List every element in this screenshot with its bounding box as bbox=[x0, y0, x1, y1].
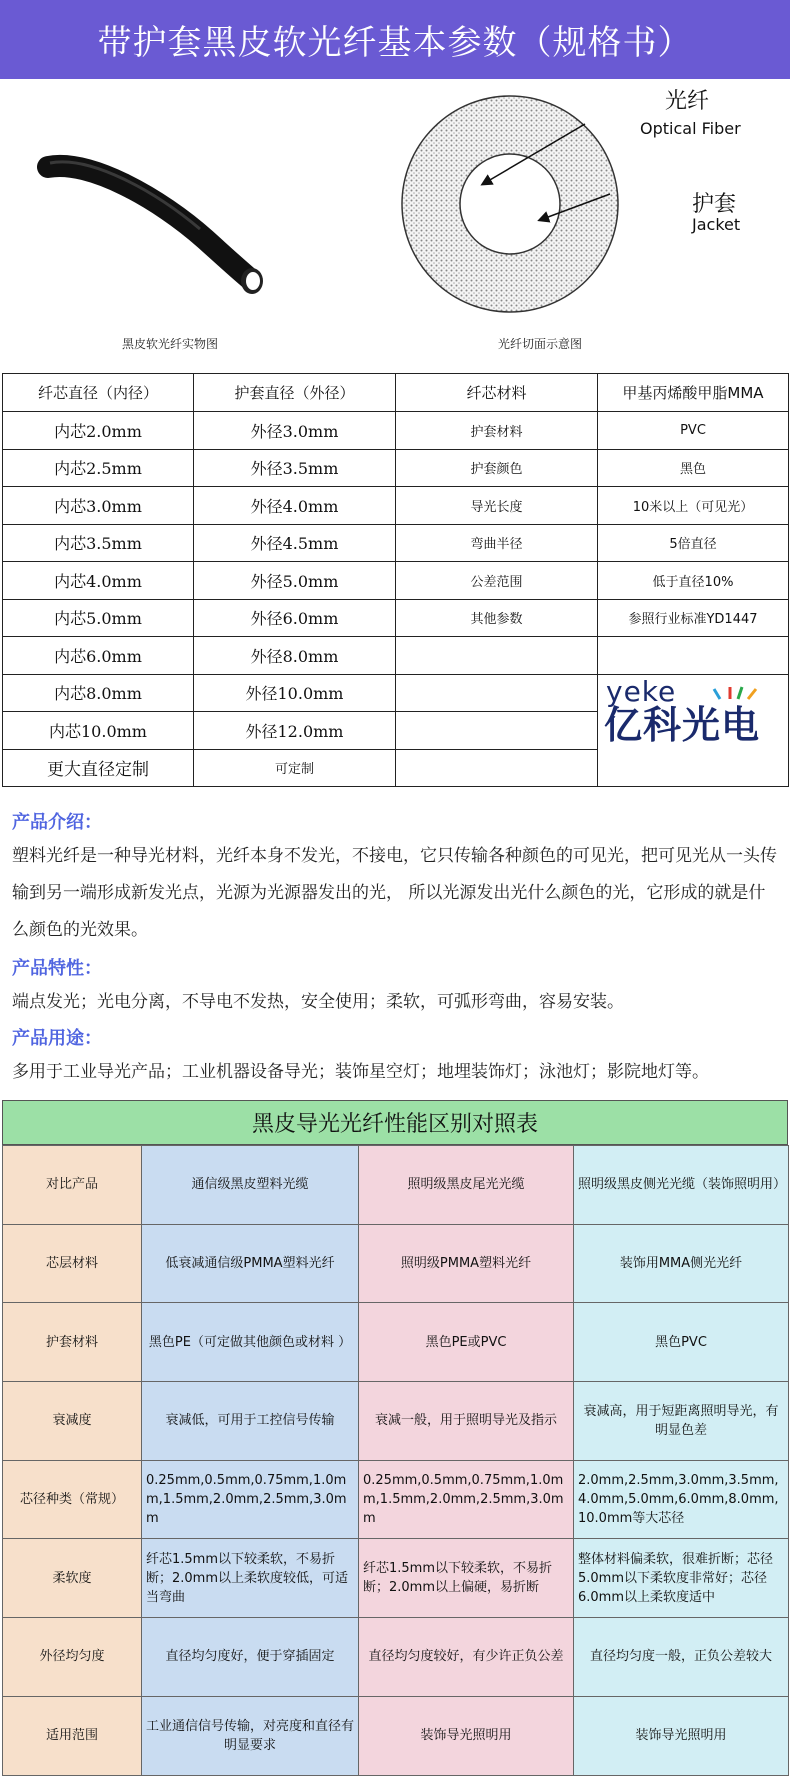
spec-row bbox=[3, 412, 789, 450]
comparison-cell: 装饰导光照明用 bbox=[574, 1696, 789, 1775]
spec-cell: 内芯4.0mm bbox=[3, 562, 194, 600]
page-title: 带护套黑皮软光纤基本参数（规格书） bbox=[0, 0, 790, 79]
spec-cell: 外径4.0mm bbox=[194, 487, 396, 525]
comparison-cell: 整体材料偏柔软，很难折断；芯径5.0mm以下柔软度非常好；芯径6.0mm以上柔软度适中 bbox=[574, 1539, 789, 1618]
comparison-row bbox=[3, 1539, 789, 1618]
spec-cell: 低于直径10% bbox=[598, 562, 789, 600]
spec-cell bbox=[396, 749, 598, 787]
label-fiber-cn: 光纤 bbox=[665, 89, 710, 114]
logo-cn: 亿科光电 bbox=[604, 702, 761, 747]
comparison-cell: 黑色PE或PVC bbox=[359, 1303, 574, 1382]
spec-cell bbox=[396, 712, 598, 750]
comparison-label-cell: 护套材料 bbox=[3, 1303, 142, 1382]
intro-title: 产品介绍： bbox=[12, 812, 102, 833]
spec-row bbox=[3, 524, 789, 562]
comparison-label-cell: 衰减度 bbox=[3, 1382, 142, 1461]
spec-header-cell: 纤芯直径（内径） bbox=[3, 374, 194, 412]
comparison-cell: 衰减低，可用于工控信号传输 bbox=[142, 1382, 359, 1461]
comparison-row bbox=[3, 1146, 789, 1225]
comparison-cell: 0.25mm,0.5mm,0.75mm,1.0mm,1.5mm,2.0mm,2.5mm,3.0mm bbox=[359, 1460, 574, 1539]
spec-cell: 外径3.0mm bbox=[194, 412, 396, 450]
features-text: 端点发光；光电分离，不导电不发热，安全使用；柔软，可弧形弯曲，容易安装。 bbox=[12, 992, 624, 1012]
spec-cell: 5倍直径 bbox=[598, 524, 789, 562]
spec-cell: 内芯2.5mm bbox=[3, 449, 194, 487]
comparison-cell: 衰减一般，用于照明导光及指示 bbox=[359, 1382, 574, 1461]
intro-text: 塑料光纤是一种导光材料，光纤本身不发光，不接电，它只传输各种颜色的可见光，把可见光从一头传输到另一端形成新发光点，光源为光源器发出的光， 所以光源发出光什么颜色的光，它形成的就是什么颜色的光效果。 bbox=[12, 846, 777, 940]
comparison-cell: 0.25mm,0.5mm,0.75mm,1.0mm,1.5mm,2.0mm,2.5mm,3.0mm bbox=[142, 1460, 359, 1539]
photo-caption: 黑皮软光纤实物图 bbox=[121, 337, 218, 351]
spec-cell: 内芯6.0mm bbox=[3, 637, 194, 675]
logo-marks-icon bbox=[710, 683, 770, 703]
spec-row bbox=[3, 487, 789, 525]
comparison-cell: 黑色PE（可定做其他颜色或材料 ） bbox=[142, 1303, 359, 1382]
spec-cell: 内芯5.0mm bbox=[3, 599, 194, 637]
comparison-label-cell: 适用范围 bbox=[3, 1696, 142, 1775]
comparison-row bbox=[3, 1618, 789, 1697]
spec-cell: 公差范围 bbox=[396, 562, 598, 600]
figure-area bbox=[0, 79, 790, 371]
spec-cell: 其他参数 bbox=[396, 599, 598, 637]
spec-header-row bbox=[3, 374, 789, 412]
spec-cell: 黑色 bbox=[598, 449, 789, 487]
comparison-cell: 直径均匀度一般，正负公差较大 bbox=[574, 1618, 789, 1697]
spec-cell: 内芯2.0mm bbox=[3, 412, 194, 450]
spec-cell: 内芯3.5mm bbox=[3, 524, 194, 562]
features-title: 产品特性： bbox=[12, 958, 102, 979]
comparison-cell: 纤芯1.5mm以下较柔软，不易折断；2.0mm以上偏硬，易折断 bbox=[359, 1539, 574, 1618]
comparison-cell: 2.0mm,2.5mm,3.0mm,3.5mm,4.0mm,5.0mm,6.0mm,8.0mm,10.0mm等大芯径 bbox=[574, 1460, 789, 1539]
spec-cell: 参照行业标准YD1447 bbox=[598, 599, 789, 637]
comparison-cell: 工业通信信号传输，对亮度和直径有明显要求 bbox=[142, 1696, 359, 1775]
spec-cell bbox=[598, 637, 789, 675]
spec-header-cell: 甲基丙烯酸甲脂MMA bbox=[598, 374, 789, 412]
spec-cell: 护套颜色 bbox=[396, 449, 598, 487]
comparison-cell: 照明级PMMA塑料光纤 bbox=[359, 1224, 574, 1303]
comparison-label-cell: 外径均匀度 bbox=[3, 1618, 142, 1697]
spec-cell: 护套材料 bbox=[396, 412, 598, 450]
comparison-cell: 纤芯1.5mm以下较柔软，不易折断；2.0mm以上柔软度较低，可适当弯曲 bbox=[142, 1539, 359, 1618]
spec-cell: 内芯8.0mm bbox=[3, 674, 194, 712]
comparison-cell: 装饰导光照明用 bbox=[359, 1696, 574, 1775]
usage-title: 产品用途： bbox=[12, 1028, 102, 1049]
spec-cell: 可定制 bbox=[194, 749, 396, 787]
spec-cell: PVC bbox=[598, 412, 789, 450]
comparison-cell: 照明级黑皮尾光光缆 bbox=[359, 1146, 574, 1225]
spec-header-cell: 纤芯材料 bbox=[396, 374, 598, 412]
comparison-cell: 直径均匀度好，便于穿插固定 bbox=[142, 1618, 359, 1697]
features-section bbox=[12, 954, 782, 1021]
comparison-cell: 低衰减通信级PMMA塑料光纤 bbox=[142, 1224, 359, 1303]
spec-cell: 外径12.0mm bbox=[194, 712, 396, 750]
spec-cell: 外径3.5mm bbox=[194, 449, 396, 487]
spec-cell: 内芯3.0mm bbox=[3, 487, 194, 525]
usage-text: 多用于工业导光产品；工业机器设备导光；装饰星空灯；地埋装饰灯；泳池灯；影院地灯等。 bbox=[12, 1062, 709, 1082]
spec-row bbox=[3, 599, 789, 637]
comparison-cell: 直径均匀度较好，有少许正负公差 bbox=[359, 1618, 574, 1697]
spec-cell: 外径5.0mm bbox=[194, 562, 396, 600]
spec-row bbox=[3, 637, 789, 675]
usage-section bbox=[12, 1024, 782, 1091]
spec-row bbox=[3, 674, 789, 712]
spec-cell: 外径4.5mm bbox=[194, 524, 396, 562]
spec-cell: 内芯10.0mm bbox=[3, 712, 194, 750]
fiber-photo bbox=[30, 119, 290, 309]
label-fiber-en: Optical Fiber bbox=[640, 119, 741, 138]
comparison-cell: 装饰用MMA侧光光纤 bbox=[574, 1224, 789, 1303]
comparison-cell: 照明级黑皮侧光光缆（装饰照明用） bbox=[574, 1146, 789, 1225]
spec-cell: 外径6.0mm bbox=[194, 599, 396, 637]
logo-latin: yeke bbox=[606, 674, 677, 708]
comparison-row bbox=[3, 1382, 789, 1461]
spec-cell: 弯曲半径 bbox=[396, 524, 598, 562]
label-jacket-en: Jacket bbox=[692, 215, 741, 234]
spec-cell bbox=[396, 637, 598, 675]
spec-cell: 导光长度 bbox=[396, 487, 598, 525]
comparison-cell: 通信级黑皮塑料光缆 bbox=[142, 1146, 359, 1225]
comparison-row bbox=[3, 1224, 789, 1303]
comparison-row bbox=[3, 1696, 789, 1775]
comparison-label-cell: 芯层材料 bbox=[3, 1224, 142, 1303]
comparison-label-cell: 对比产品 bbox=[3, 1146, 142, 1225]
spec-header-cell: 护套直径（外径） bbox=[194, 374, 396, 412]
spec-table bbox=[2, 373, 789, 787]
spec-row bbox=[3, 562, 789, 600]
intro-section bbox=[12, 808, 782, 949]
company-logo bbox=[598, 674, 789, 787]
comparison-cell: 黑色PVC bbox=[574, 1303, 789, 1382]
comparison-row bbox=[3, 1303, 789, 1382]
comparison-label-cell: 柔软度 bbox=[3, 1539, 142, 1618]
comparison-cell: 衰减高，用于短距离照明导光，有明显色差 bbox=[574, 1382, 789, 1461]
comparison-row bbox=[3, 1460, 789, 1539]
cross-caption: 光纤切面示意图 bbox=[497, 337, 582, 351]
spec-cell: 外径8.0mm bbox=[194, 637, 396, 675]
spec-cell: 10米以上（可见光） bbox=[598, 487, 789, 525]
comparison-title: 黑皮导光光纤性能区别对照表 bbox=[2, 1100, 788, 1145]
comparison-label-cell: 芯径种类（常规） bbox=[3, 1460, 142, 1539]
spec-cell: 更大直径定制 bbox=[3, 749, 194, 787]
label-jacket-cn: 护套 bbox=[692, 192, 737, 217]
spec-cell: 外径10.0mm bbox=[194, 674, 396, 712]
spec-cell bbox=[396, 674, 598, 712]
spec-row bbox=[3, 449, 789, 487]
comparison-table bbox=[2, 1145, 789, 1776]
